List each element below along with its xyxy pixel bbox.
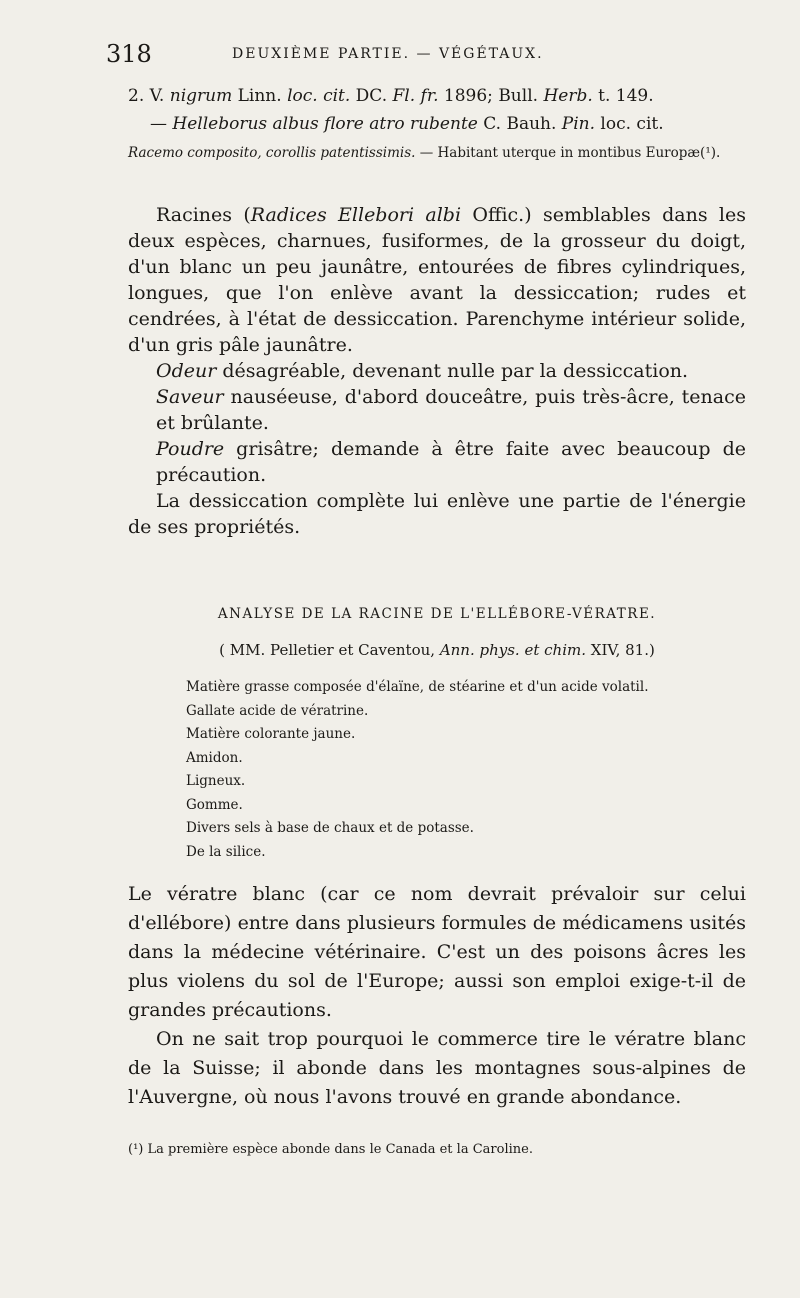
synonymy-line-2: — Helleborus albus flore atro rubente C. Bauh. Pin. loc. cit. (150, 114, 664, 134)
paragraph-poudre: Poudre grisâtre; demande à être faite avec beaucoup de précaution. (156, 438, 746, 486)
running-header (106, 40, 746, 66)
page-number: 318 (106, 40, 152, 68)
running-title: DEUXIÈME PARTIE. — VÉGÉTAUX. (232, 46, 544, 62)
analysis-item: Ligneux. (186, 773, 246, 789)
footnote: (¹) La première espèce abonde dans le Canada et la Caroline. (128, 1142, 533, 1157)
paragraph-racines: Racines (Radices Ellebori albi Offic.) semblables dans les deux espèces, charnues, fusiformes, de la grosseur du doigt, d'un blanc un peu jaunâtre, entourées de fibres cylindriques, longues, que l'on enlève avant la dessiccation; rudes et cendrées, à l'état de dessiccation. Parenchyme intérieur solide, d'un gris pâle jaunâtre. (128, 204, 746, 356)
description (128, 202, 746, 540)
analysis-source: ( MM. Pelletier et Caventou, Ann. phys. et chim. XIV, 81.) (219, 641, 655, 659)
diagnosis (128, 142, 746, 165)
analysis-item: Matière grasse composée d'élaïne, de stéarine et d'un acide volatil. (186, 679, 649, 695)
analysis-item: Matière colorante jaune. (186, 726, 356, 742)
commentary (128, 880, 746, 1112)
diagnosis-habitat: — Habitant uterque in montibus Europæ(¹). (415, 145, 721, 161)
synonymy-line-1: 2. V. nigrum Linn. loc. cit. DC. Fl. fr. 1896; Bull. Herb. t. 149. (128, 86, 654, 106)
analysis-item: Amidon. (186, 749, 243, 766)
analysis-item: De la silice. (186, 843, 266, 860)
synonymy (128, 82, 746, 138)
paragraph-commerce: On ne sait trop pourquoi le commerce tire le vératre blanc de la Suisse; il abonde dans les montagnes sous-alpines de l'Auvergne, où nous l'avons trouvé en grande abondance. (128, 1028, 746, 1108)
paragraph-dessiccation: La dessiccation complète lui enlève une partie de l'énergie de ses propriétés. (128, 490, 746, 538)
diagnosis-latin: Racemo composito, corollis patentissimis. (128, 145, 416, 161)
analysis-title: ANALYSE DE LA RACINE DE L'ELLÉBORE-VÉRATRE. (217, 606, 657, 622)
analysis-items (186, 676, 726, 864)
paragraph-odeur: Odeur désagréable, devenant nulle par la dessiccation. (156, 360, 689, 382)
analysis-item: Gallate acide de vératrine. (186, 702, 369, 719)
paragraph-veratre-blanc: Le vératre blanc (car ce nom devrait prévaloir sur celui d'ellébore) entre dans plusieurs formules de médicamens usités dans la médecine vétérinaire. C'est un des poisons âcres les plus violens du sol de l'Europe; aussi son emploi exige-t-il de grandes précautions. (128, 883, 746, 1021)
analysis-item: Divers sels à base de chaux et de potasse. (186, 820, 474, 836)
analysis-item: Gomme. (186, 796, 243, 813)
paragraph-saveur: Saveur nauséeuse, d'abord douceâtre, puis très-âcre, tenace et brûlante. (156, 386, 746, 434)
